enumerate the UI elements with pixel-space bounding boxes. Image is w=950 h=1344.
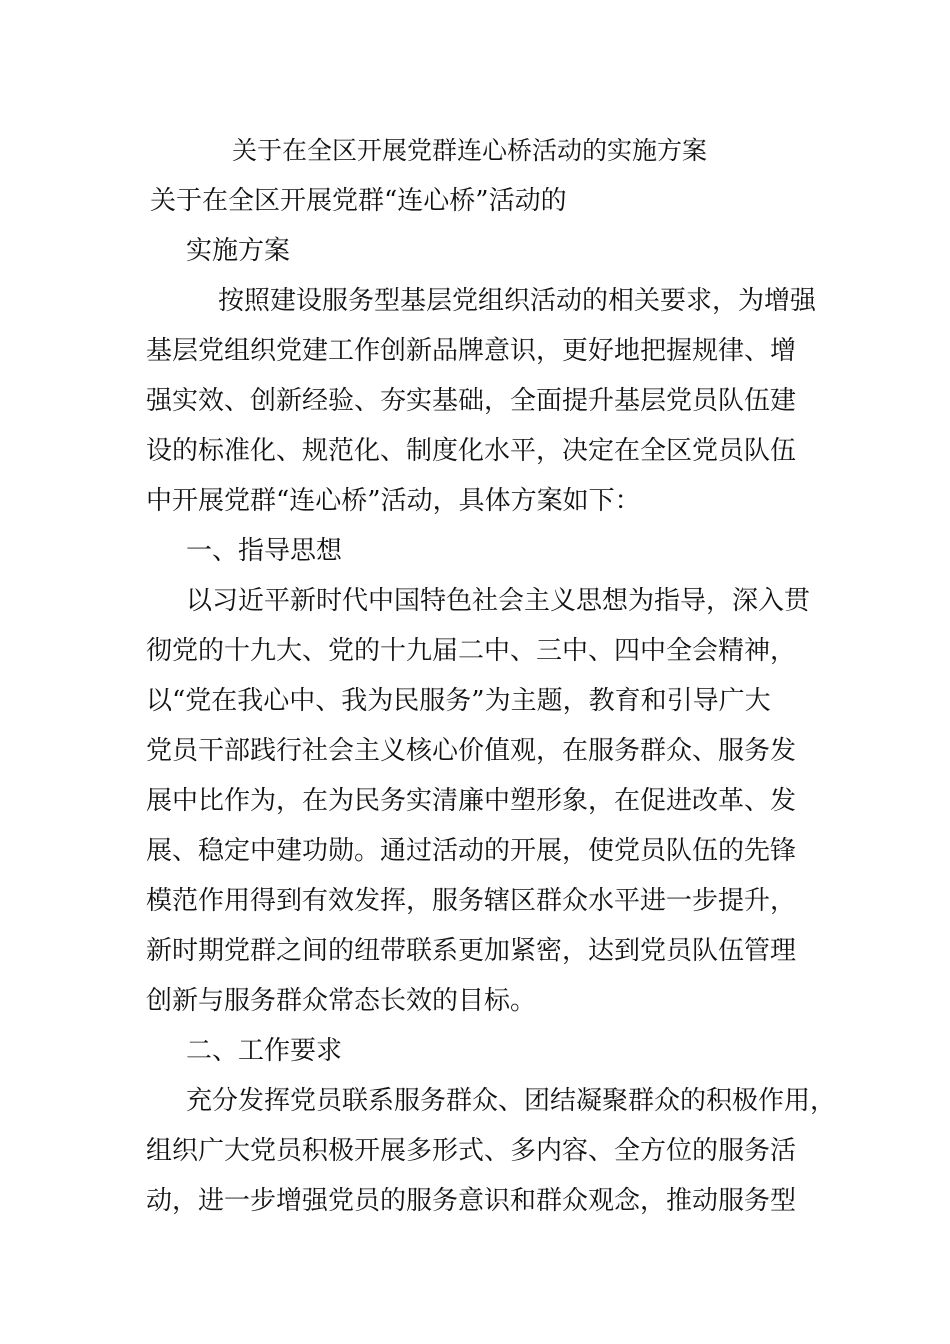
section-line: 新时期党群之间的纽带联系更加紧密，达到党员队伍管理 bbox=[146, 936, 797, 966]
section-line: 展中比作为，在为民务实清廉中塑形象，在促进改革、发 bbox=[146, 786, 797, 816]
section-line: 以“党在我心中、我为民服务”为主题，教育和引导广大 bbox=[146, 686, 771, 716]
section-heading: 一、指导思想 bbox=[186, 536, 343, 566]
section-heading: 二、工作要求 bbox=[186, 1036, 343, 1066]
section-line: 展、稳定中建功勋。通过活动的开展，使党员队伍的先锋 bbox=[146, 836, 797, 866]
intro-line: 设的标准化、规范化、制度化水平，决定在全区党员队伍 bbox=[146, 436, 797, 466]
section-line: 模范作用得到有效发挥，服务辖区群众水平进一步提升， bbox=[146, 886, 797, 916]
section-line: 创新与服务群众常态长效的目标。 bbox=[146, 986, 537, 1016]
intro-line: 按照建设服务型基层党组织活动的相关要求，为增强 bbox=[218, 286, 817, 316]
intro-line: 基层党组织党建工作创新品牌意识，更好地把握规律、增 bbox=[146, 336, 797, 366]
intro-line: 强实效、创新经验、夯实基础，全面提升基层党员队伍建 bbox=[146, 386, 797, 416]
subtitle-line-2: 实施方案 bbox=[186, 236, 291, 266]
intro-line: 中开展党群“连心桥”活动，具体方案如下： bbox=[146, 486, 641, 516]
section-line: 充分发挥党员联系服务群众、团结凝聚群众的积极作用， bbox=[186, 1086, 837, 1116]
document-title: 关于在全区开展党群连心桥活动的实施方案 bbox=[232, 136, 708, 165]
subtitle-line-1: 关于在全区开展党群“连心桥”活动的 bbox=[150, 186, 567, 216]
section-line: 动，进一步增强党员的服务意识和群众观念，推动服务型 bbox=[146, 1186, 797, 1216]
section-line: 组织广大党员积极开展多形式、多内容、全方位的服务活 bbox=[146, 1136, 797, 1166]
section-line: 以习近平新时代中国特色社会主义思想为指导，深入贯 bbox=[186, 586, 811, 616]
section-line: 彻党的十九大、党的十九届二中、三中、四中全会精神， bbox=[146, 636, 797, 666]
section-line: 党员干部践行社会主义核心价值观，在服务群众、服务发 bbox=[146, 736, 797, 766]
